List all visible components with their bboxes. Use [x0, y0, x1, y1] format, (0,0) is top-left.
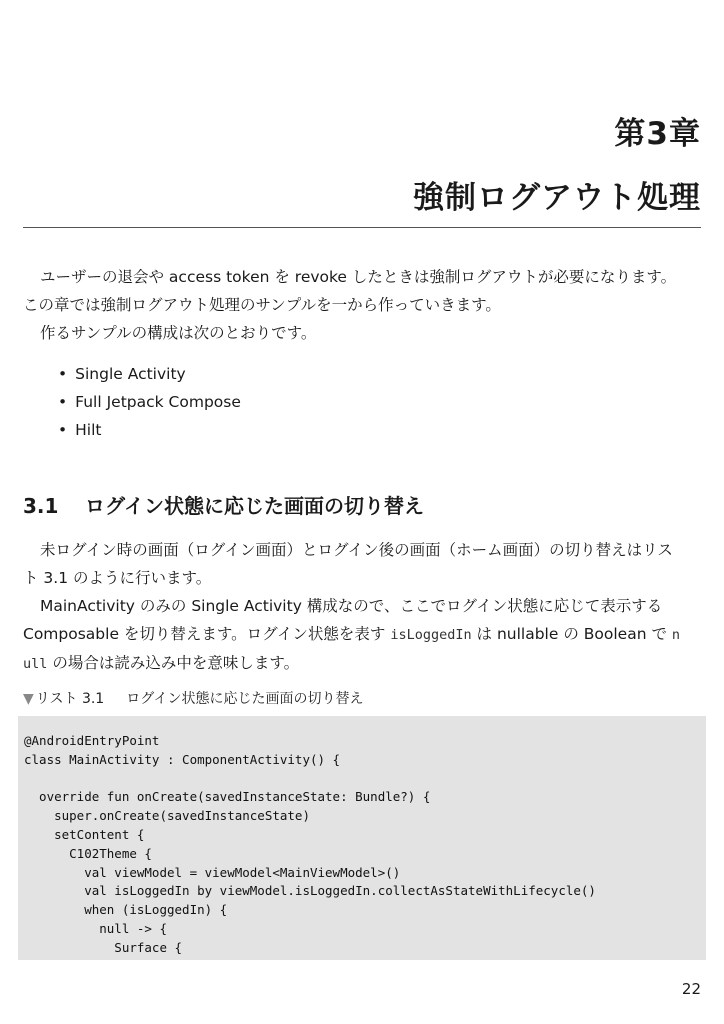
- body-line: ト 3.1 のように行います。: [23, 569, 212, 587]
- intro-line-2: この章では強制ログアウト処理のサンプルを一から作っていきます。: [23, 296, 501, 314]
- body-line: Composable を切り替えます。ログイン状態を表す: [23, 625, 391, 643]
- inline-code: ull: [23, 656, 48, 672]
- section-number: 3.1: [23, 494, 59, 518]
- section-heading: [23, 490, 424, 519]
- body-line: MainActivity のみの Single Activity 構成なので、ここでログイン状態に応じて表示する: [40, 597, 663, 615]
- body-line: は nullable の Boolean で: [471, 625, 672, 643]
- intro-line-1: ユーザーの退会や access token を revoke したときは強制ログアウトが必要になります。: [40, 268, 677, 286]
- body-line: 未ログイン時の画面（ログイン画面）とログイン後の画面（ホーム画面）の切り替えはリス: [40, 541, 673, 559]
- listing-label: リスト 3.1: [35, 691, 105, 707]
- section-title: ログイン状態に応じた画面の切り替え: [85, 494, 424, 518]
- inline-code: isLoggedIn: [390, 627, 472, 643]
- body-paragraph: [23, 536, 703, 678]
- intro-paragraph: [23, 263, 703, 347]
- chapter-divider: [23, 227, 701, 228]
- page-number: 22: [681, 980, 701, 998]
- chapter-title: 強制ログアウト処理: [413, 180, 701, 216]
- feature-list: [58, 360, 241, 444]
- body-line: の場合は読み込み中を意味します。: [47, 654, 300, 672]
- list-item: • Full Jetpack Compose: [58, 388, 241, 416]
- listing-title: ログイン状態に応じた画面の切り替え: [126, 691, 364, 707]
- chapter-number: 第3章: [614, 116, 701, 152]
- list-item: • Hilt: [58, 416, 241, 444]
- list-item: • Single Activity: [58, 360, 241, 388]
- inline-code: n: [671, 627, 681, 643]
- intro-line-3: 作るサンプルの構成は次のとおりです。: [40, 324, 317, 342]
- code-listing: [18, 716, 706, 960]
- code-text: @AndroidEntryPoint class MainActivity : ComponentActivity() { override fun onCreate(savedInstanceState: Bundle?) { super.onCreate(savedInstanceState) setContent { C102Theme { val viewModel = viewModel<MainViewModel>() val isLoggedIn by viewModel.isLoggedIn.collectAsStateWithLifecycle() when (isLoggedIn) { null -> { Surface {: [24, 733, 596, 955]
- listing-caption: [23, 688, 364, 708]
- caption-triangle-icon: ▼: [23, 691, 34, 707]
